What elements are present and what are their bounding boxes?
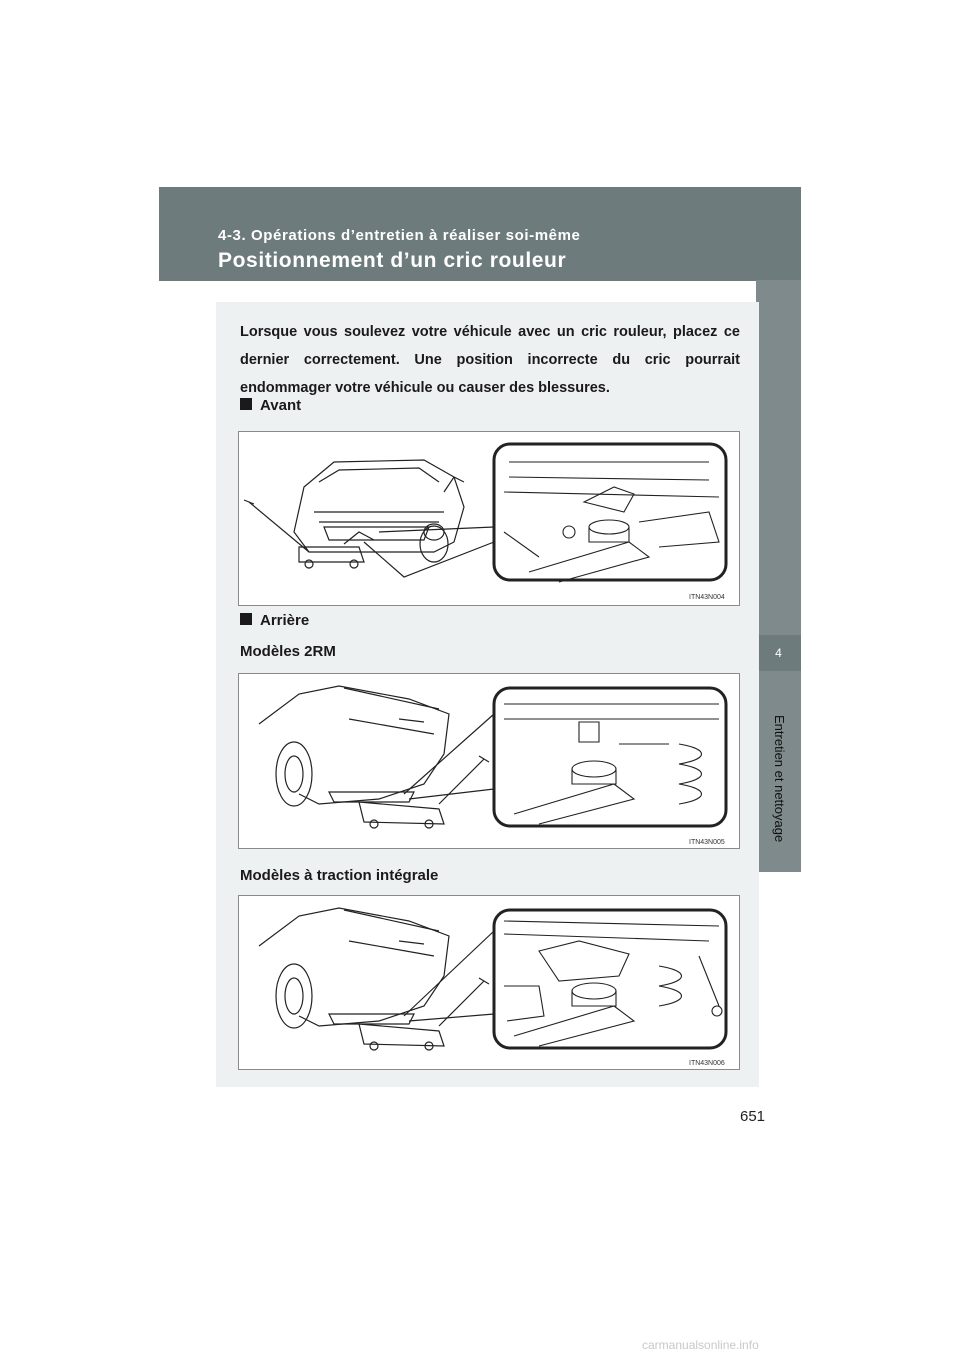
chapter-header <box>159 187 801 281</box>
heading-front: Avant <box>240 397 301 414</box>
square-bullet-icon <box>240 398 252 410</box>
page-number: 651 <box>740 1108 766 1125</box>
figure-code: ITN43N005 <box>689 839 725 846</box>
section-title: 4-3. Opérations d’entretien à réaliser soi-même <box>218 227 581 244</box>
front-jack-illustration <box>239 432 741 607</box>
rear-awd-jack-illustration <box>239 896 741 1071</box>
rear-2wd-jack-illustration <box>239 674 741 850</box>
figure-code: ITN43N004 <box>689 594 725 601</box>
square-bullet-icon <box>240 613 252 625</box>
figure-code: ITN43N006 <box>689 1060 725 1067</box>
watermark: carmanualsonline.info <box>642 1338 759 1352</box>
figure-front <box>238 431 740 606</box>
label-2wd: Modèles 2RM <box>240 643 336 660</box>
label-awd: Modèles à traction intégrale <box>240 867 439 884</box>
figure-rear-2wd <box>238 673 740 849</box>
chapter-tab-label: Entretien et nettoyage <box>772 715 787 843</box>
page-title: Positionnement d’un cric rouleur <box>218 249 567 272</box>
figure-rear-awd <box>238 895 740 1070</box>
intro-text: Lorsque vous soulevez votre véhicule avec un cric rouleur, placez ce dernier correctement. Une position incorrecte du cric pourrait endommager votre véhicule ou causer des blessures. <box>240 324 740 396</box>
chapter-tab: 4 <box>756 635 801 671</box>
heading-rear: Arrière <box>240 612 309 629</box>
